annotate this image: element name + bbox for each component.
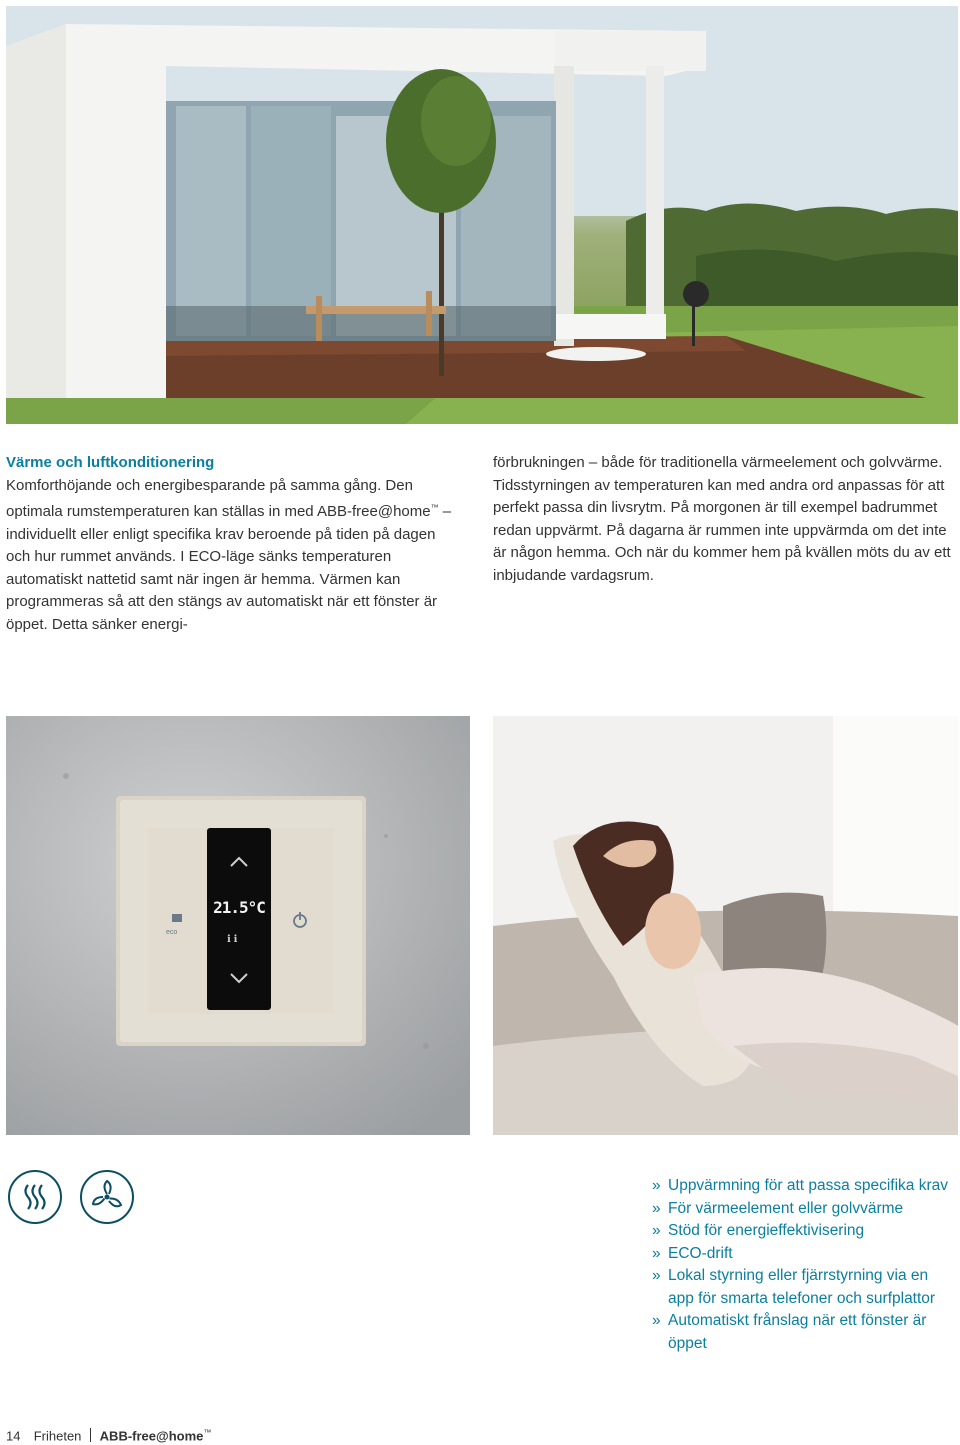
relaxing-woman-illustration bbox=[493, 716, 958, 1135]
heating-icon bbox=[8, 1170, 62, 1224]
svg-text:ℹ ℹ: ℹ ℹ bbox=[227, 934, 238, 945]
intro-paragraph bbox=[6, 475, 458, 637]
feature-text: Stöd för energieffektivisering bbox=[668, 1222, 865, 1239]
thermostat-illustration bbox=[6, 716, 470, 1135]
intro-column-right bbox=[493, 452, 955, 587]
bullet-marker: » bbox=[652, 1199, 661, 1217]
feature-text: ECO-drift bbox=[668, 1244, 733, 1262]
trademark-mark: ™ bbox=[430, 503, 439, 512]
feature-item bbox=[652, 1198, 958, 1221]
footer-trademark: ™ bbox=[203, 1428, 212, 1437]
thermostat-photo bbox=[6, 716, 470, 1135]
intro-text-part-1: Komforthöjande och energibesparande på samma gång. Den optimala rumstemperaturen kan ställas in med ABB-free@home bbox=[6, 476, 431, 520]
feature-item bbox=[652, 1310, 958, 1355]
feature-item bbox=[652, 1243, 958, 1266]
house-illustration bbox=[6, 6, 958, 424]
feature-item bbox=[652, 1265, 958, 1310]
feature-text: Uppvärmning för att passa specifika krav bbox=[668, 1177, 948, 1194]
relaxing-woman-photo bbox=[493, 716, 958, 1135]
bullet-marker: » bbox=[652, 1244, 661, 1262]
feature-list bbox=[652, 1175, 958, 1355]
intro-column-left bbox=[6, 452, 458, 636]
page-number: 14 bbox=[6, 1428, 21, 1444]
feature-item bbox=[652, 1175, 958, 1198]
continued-paragraph: förbrukningen – både för traditionella värmeelement och golvvärme. Tidsstyrningen av temperaturen kan med andra ord anpassas för att perfekt passa din livsrytm. På morgonen är till exempel badrummet redan uppvärmt. På dagarna är rummen inte uppvärmda om det inte är någon hemma. Och när du kommer hem på kvällen möts du av ett inbjudande vardagsrum. bbox=[493, 454, 951, 584]
feature-item bbox=[652, 1220, 958, 1243]
svg-text:eco: eco bbox=[166, 929, 178, 936]
footer-divider bbox=[90, 1428, 91, 1442]
house-photo bbox=[6, 6, 958, 424]
bullet-marker: » bbox=[652, 1312, 661, 1329]
feature-text: För värmeelement eller golvvärme bbox=[668, 1199, 904, 1217]
thermostat-temperature-readout: 21.5°C bbox=[213, 898, 265, 917]
intro-text-part-2: – individuellt eller enligt specifika krav beroende på tiden på dagen och hur rummet används. I ECO-läge sänks temperaturen automatiskt nattetid samt när ingen är hemma. Värmen kan programmeras så att den stängs av automatiskt när ett fönster är öppet. Detta sänker energi- bbox=[6, 503, 452, 633]
page-footer bbox=[6, 1424, 211, 1445]
footer-section: Friheten bbox=[33, 1428, 82, 1444]
section-heading: Värme och luftkonditionering bbox=[6, 454, 215, 471]
feature-text: Lokal styrning eller fjärrstyrning via en app för smarta telefoner och surfplattor bbox=[668, 1267, 936, 1307]
feature-text: Automatiskt frånslag när ett fönster är öppet bbox=[668, 1312, 927, 1352]
bullet-marker: » bbox=[652, 1267, 661, 1284]
fan-icon bbox=[80, 1170, 134, 1224]
footer-brand: ABB-free@home bbox=[99, 1428, 204, 1444]
bullet-marker: » bbox=[652, 1222, 661, 1239]
bullet-marker: » bbox=[652, 1177, 661, 1194]
